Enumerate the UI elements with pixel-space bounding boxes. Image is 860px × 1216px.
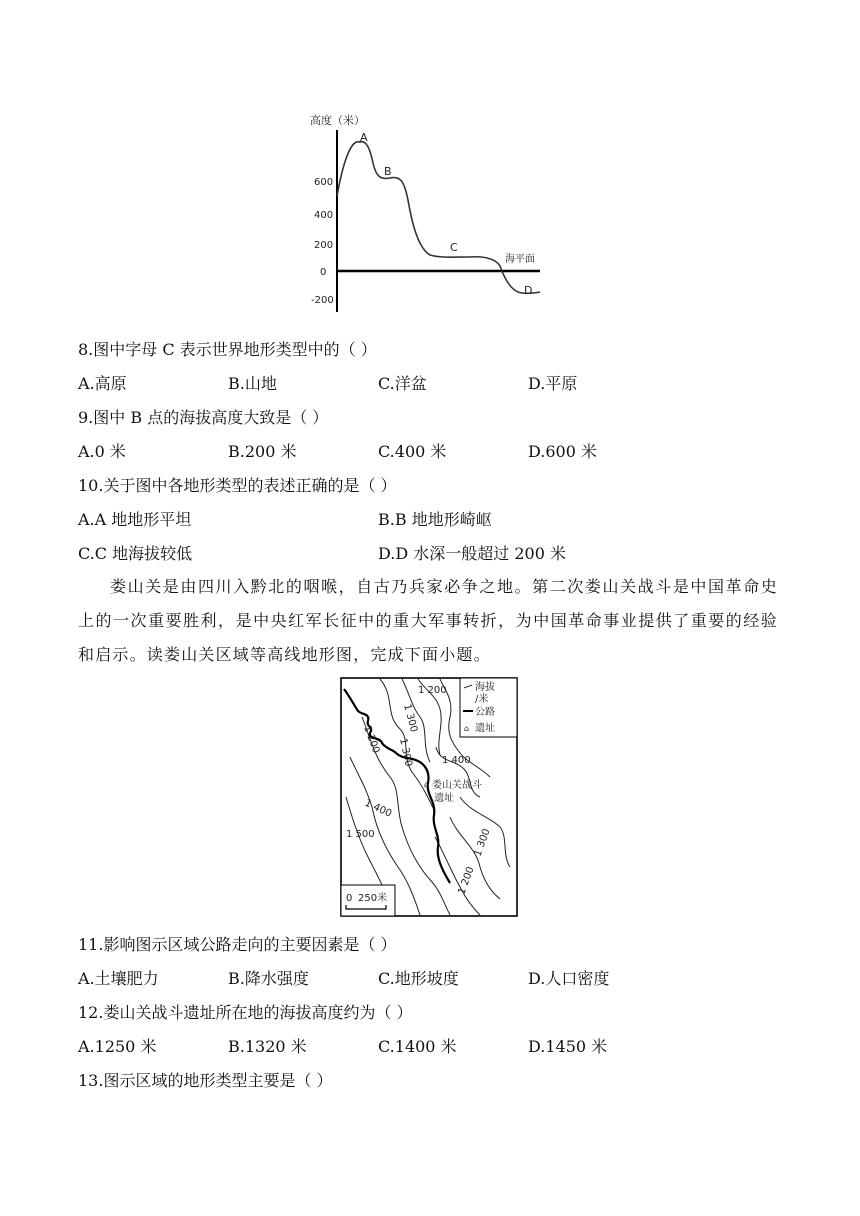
legend-site: 遗址 <box>475 723 495 734</box>
passage-loushanguan: 娄山关是由四川入黔北的咽喉，自古乃兵家必争之地。第二次娄山关战斗是中国革命史上的一次重要胜利，是中央红军长征中的重大军事转折，为中国革命事业提供了重要的经验和启示。读娄山关区域等高线地形图，完成下面小题。 <box>78 577 778 664</box>
question-8-stem: 8.图中字母 C 表示世界地形类型中的（ ） <box>78 340 377 359</box>
q9-option-d[interactable]: D.600 米 <box>528 442 597 461</box>
contour-label-1200-top: 1 200 <box>418 685 447 696</box>
tick-400: 400 <box>314 210 334 221</box>
tick-600: 600 <box>314 177 334 188</box>
q10-option-d[interactable]: D.D 水深一般超过 200 米 <box>378 544 566 563</box>
q8-option-b[interactable]: B.山地 <box>228 374 277 393</box>
terrain-profile-figure <box>300 108 550 318</box>
q12-option-d[interactable]: D.1450 米 <box>528 1037 608 1056</box>
q10-option-b[interactable]: B.B 地地形崎岖 <box>378 510 492 529</box>
point-C: C <box>450 241 458 254</box>
point-A: A <box>360 131 368 144</box>
q12-option-c[interactable]: C.1400 米 <box>378 1037 457 1056</box>
point-D: D <box>524 284 533 297</box>
legend-contour: 海拔 <box>475 682 495 693</box>
sea-level-label: 海平面 <box>505 254 535 265</box>
contour-label-1400-mid: 1 400 <box>442 755 471 766</box>
q11-option-c[interactable]: C.地形坡度 <box>378 969 459 988</box>
contour-label-1200-right: 1 200 <box>456 865 477 897</box>
q12-option-a[interactable]: A.1250 米 <box>78 1037 157 1056</box>
question-10-stem: 10.关于图中各地形类型的表述正确的是（ ） <box>78 476 397 495</box>
tick-minus-200: -200 <box>311 295 334 306</box>
q8-option-d[interactable]: D.平原 <box>528 374 578 393</box>
q12-option-b[interactable]: B.1320 米 <box>228 1037 307 1056</box>
site-marker-icon: ⌂ <box>424 780 430 789</box>
q8-option-c[interactable]: C.洋盆 <box>378 374 427 393</box>
contour-label-1300-top: 1 300 <box>401 702 420 734</box>
tick-0: 0 <box>320 267 327 278</box>
site-label-name: 娄山关战斗 <box>432 780 482 791</box>
contour-label-1300-right: 1 300 <box>472 827 493 859</box>
q11-option-a[interactable]: A.土壤肥力 <box>78 969 159 988</box>
q9-option-a[interactable]: A.0 米 <box>78 442 126 461</box>
legend-unit: /米 <box>475 694 489 705</box>
legend-road: 公路 <box>475 707 495 718</box>
legend-site-icon: ⌂ <box>464 724 470 733</box>
contour-label-1400-left: 1 400 <box>362 797 394 820</box>
contour-map-figure <box>340 677 518 917</box>
scale-zero: 0 <box>346 893 353 904</box>
q10-option-c[interactable]: C.C 地海拔较低 <box>78 544 193 563</box>
site-label-suffix: 遗址 <box>434 793 454 804</box>
contour-label-1300-mid: 1 300 <box>397 737 414 768</box>
question-11-stem: 11.影响图示区域公路走向的主要因素是（ ） <box>78 935 397 954</box>
y-axis-label: 高度（米） <box>310 114 365 127</box>
q10-option-a[interactable]: A.A 地地形平坦 <box>78 510 192 529</box>
q9-option-c[interactable]: C.400 米 <box>378 442 447 461</box>
question-13-stem: 13.图示区域的地形类型主要是（ ） <box>78 1071 333 1090</box>
contour-label-1200-left: 1 200 <box>361 724 382 755</box>
q8-option-a[interactable]: A.高原 <box>78 374 127 393</box>
question-9-stem: 9.图中 B 点的海拔高度大致是（ ） <box>78 408 329 427</box>
q9-option-b[interactable]: B.200 米 <box>228 442 297 461</box>
scale-value: 250米 <box>358 893 388 904</box>
contour-label-1500: 1 500 <box>346 829 375 840</box>
tick-200: 200 <box>314 240 334 251</box>
point-B: B <box>384 165 392 178</box>
q11-option-b[interactable]: B.降水强度 <box>228 969 309 988</box>
question-12-stem: 12.娄山关战斗遗址所在地的海拔高度约为（ ） <box>78 1003 413 1022</box>
q11-option-d[interactable]: D.人口密度 <box>528 969 610 988</box>
